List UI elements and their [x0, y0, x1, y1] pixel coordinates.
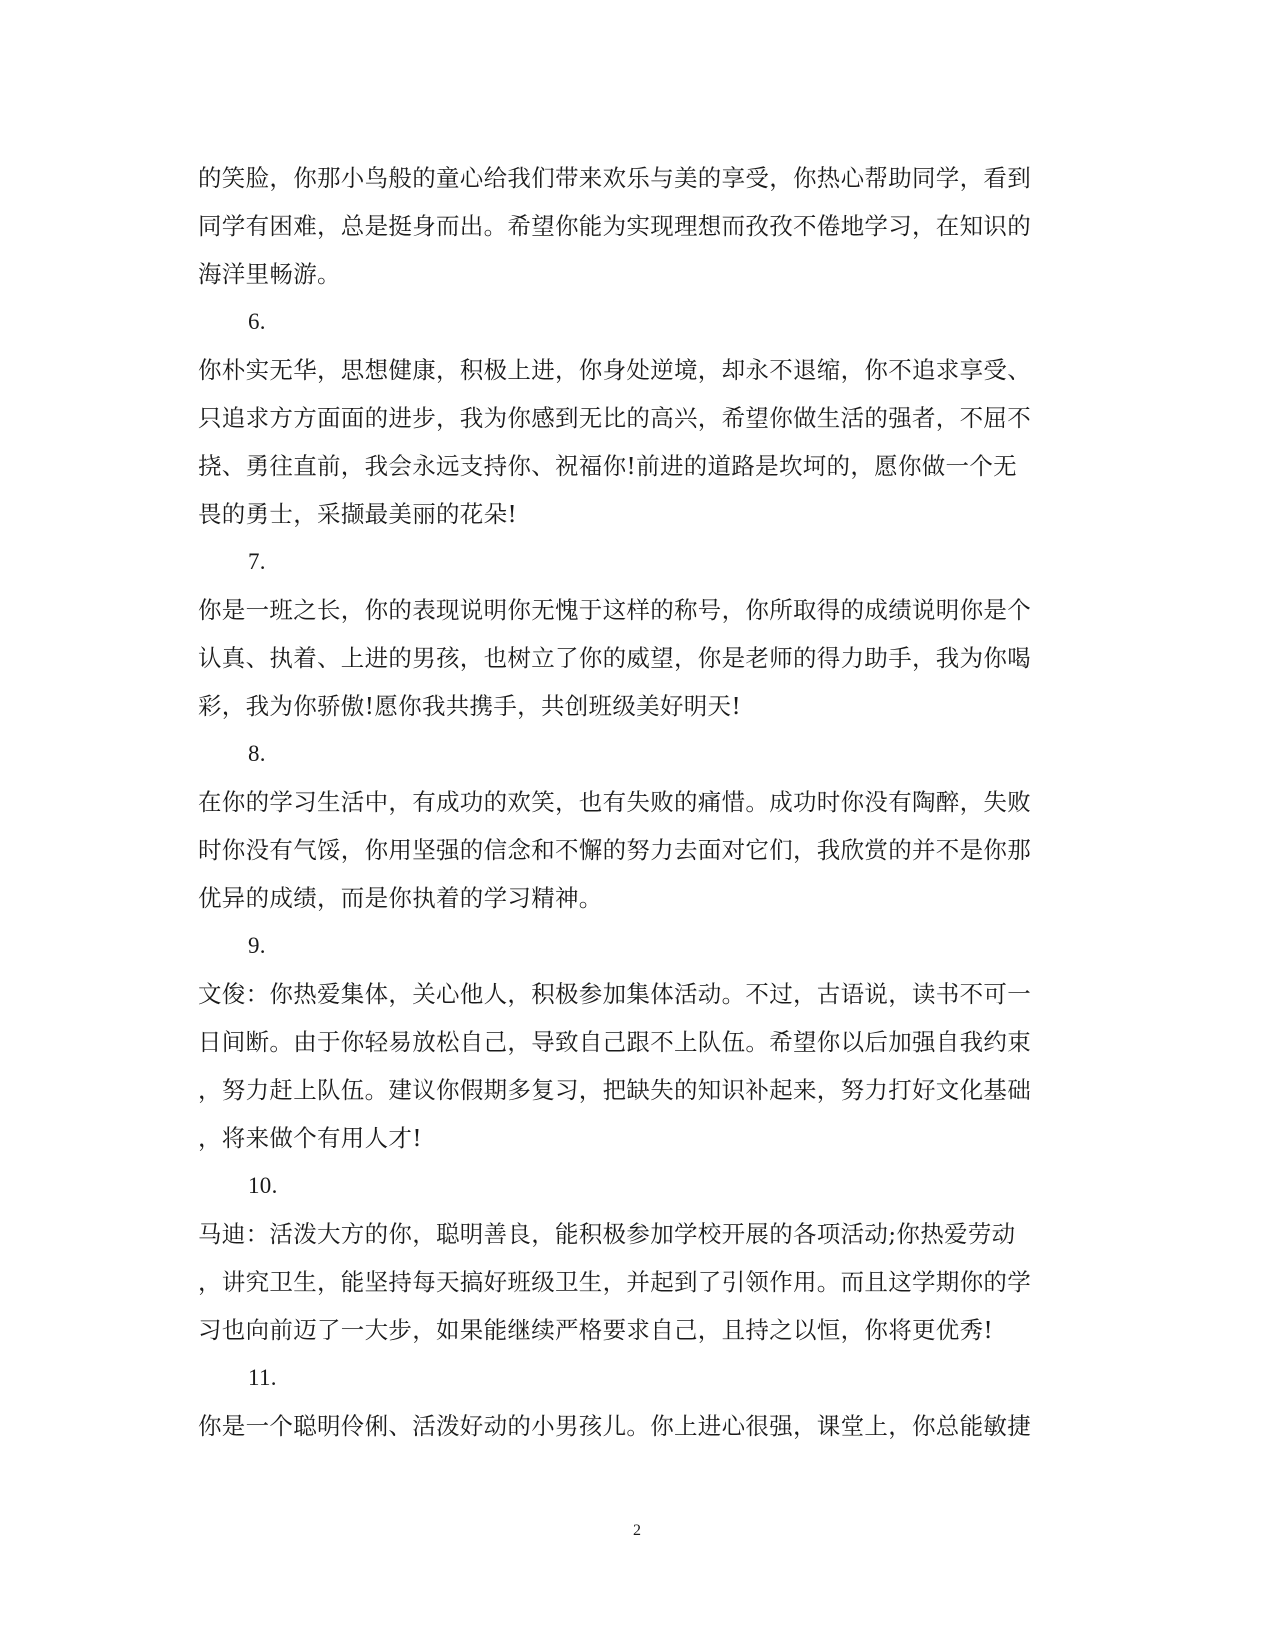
- paragraph-line: 畏的勇士，采撷最美丽的花朵!: [198, 500, 518, 528]
- document-body: [198, 154, 1078, 1450]
- paragraph-line: 文俊：你热爱集体，关心他人，积极参加集体活动。不过，古语说，读书不可一: [198, 980, 1031, 1008]
- paragraph-line: 习也向前迈了一大步，如果能继续严格要求自己，且持之以恒，你将更优秀!: [198, 1316, 994, 1344]
- item-number: 7.: [248, 549, 266, 574]
- item-number: 11.: [248, 1365, 277, 1390]
- paragraph-line: 在你的学习生活中，有成功的欢笑，也有失败的痛惜。成功时你没有陶醉，失败: [198, 788, 1031, 816]
- paragraph-line: 挠、勇往直前，我会永远支持你、祝福你!前进的道路是坎坷的，愿你做一个无: [198, 452, 1017, 480]
- item-number: 8.: [248, 741, 266, 766]
- paragraph-line: 认真、执着、上进的男孩，也树立了你的威望，你是老师的得力助手，我为你喝: [198, 644, 1031, 672]
- item-number: 9.: [248, 933, 266, 958]
- paragraph-line: ，讲究卫生，能坚持每天搞好班级卫生，并起到了引领作用。而且这学期你的学: [198, 1268, 1031, 1296]
- page-number: 2: [633, 1522, 641, 1539]
- paragraph-line: 海洋里畅游。: [198, 260, 341, 288]
- paragraph-line: 彩，我为你骄傲!愿你我共携手，共创班级美好明天!: [198, 692, 742, 720]
- paragraph-line: ，将来做个有用人才!: [198, 1124, 422, 1152]
- paragraph-line: 日间断。由于你轻易放松自己，导致自己跟不上队伍。希望你以后加强自我约束: [198, 1028, 1031, 1056]
- paragraph-line: 你是一班之长，你的表现说明你无愧于这样的称号，你所取得的成绩说明你是个: [198, 596, 1031, 624]
- paragraph-line: 只追求方方面面的进步，我为你感到无比的高兴，希望你做生活的强者，不屈不: [198, 404, 1031, 432]
- item-number: 10.: [248, 1173, 278, 1198]
- paragraph-line: 你朴实无华，思想健康，积极上进，你身处逆境，却永不退缩，你不追求享受、: [198, 356, 1031, 384]
- item-number: 6.: [248, 309, 266, 334]
- paragraph-line: 优异的成绩，而是你执着的学习精神。: [198, 884, 603, 912]
- paragraph-line: 同学有困难，总是挺身而出。希望你能为实现理想而孜孜不倦地学习，在知识的: [198, 212, 1031, 240]
- paragraph-line: 你是一个聪明伶俐、活泼好动的小男孩儿。你上进心很强，课堂上，你总能敏捷: [198, 1412, 1031, 1440]
- paragraph-line: 马迪：活泼大方的你，聪明善良，能积极参加学校开展的各项活动;你热爱劳动: [198, 1220, 1016, 1248]
- paragraph-line: ，努力赶上队伍。建议你假期多复习，把缺失的知识补起来，努力打好文化基础: [198, 1076, 1031, 1104]
- paragraph-line: 的笑脸，你那小鸟般的童心给我们带来欢乐与美的享受，你热心帮助同学，看到: [198, 164, 1031, 192]
- paragraph-line: 时你没有气馁，你用坚强的信念和不懈的努力去面对它们，我欣赏的并不是你那: [198, 836, 1031, 864]
